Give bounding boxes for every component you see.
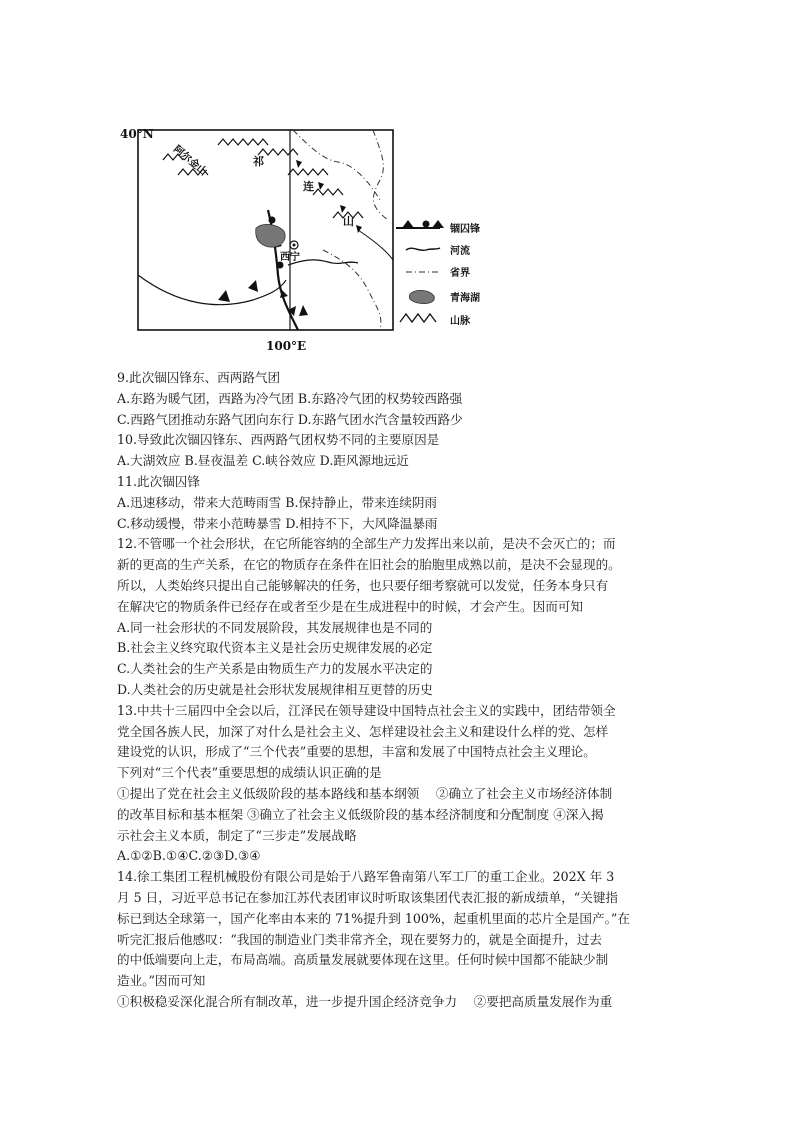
- text-line: C.移动缓慢，带来小范畴暴雪 D.相持不下，大风降温暴雨: [117, 515, 438, 531]
- text-line: 的改革目标和基本框架 ③确立了社会主义低级阶段的基本经济制度和分配制度 ④深入揭: [117, 806, 604, 822]
- text-line: C.人类社会的生产关系是由物质生产力的发展水平决定的: [117, 661, 433, 677]
- text-line: 在解决它的物质条件已经存在或者至少是在生成进程中的时候，才会产生。因而可知: [117, 598, 583, 614]
- text-line: 10.导致此次锢囚锋东、西两路气团权势不同的主要原因是: [117, 432, 440, 448]
- qinghai-lake: [256, 224, 285, 247]
- text-line: 党全国各族人民，加深了对什么是社会主义、怎样建设社会主义和建设什么样的党、怎样: [117, 723, 609, 739]
- lat-label: 40°N: [120, 127, 154, 141]
- city-label-xining: 西宁: [280, 252, 300, 263]
- province-boundary-2: [373, 130, 388, 220]
- text-line: D.人类社会的历史就是社会形状发展规律相互更替的历史: [117, 681, 433, 697]
- text-line: 所以，人类始终只提出自己能够解决的任务，也只要仔细考察就可以发觉，任务本身只有: [117, 577, 609, 593]
- legend-label-front: 锢囚锋: [450, 224, 480, 235]
- text-line: 14.徐工集团工程机械股份有限公司是始于八路军鲁南第八军工厂的重工企业。202X 年 3: [117, 869, 615, 885]
- legend-label-river: 河流: [450, 246, 470, 257]
- text-line: 示社会主义本质，制定了“三步走”发展战略: [117, 827, 357, 843]
- legend-label-boundary: 省界: [450, 268, 470, 279]
- text-line: 新的更高的生产关系，在它的物质存在条件在旧社会的胎胞里成熟以前，是决不会显现的。: [117, 557, 621, 573]
- text-line: 12.不管哪一个社会形状，在它所能容纳的全部生产力发挥出来以前，是决不会灭亡的；而: [117, 536, 616, 552]
- text-line: A.东路为暖气团，西路为冷气团 B.东路冷气团的权势较西路强: [117, 390, 463, 406]
- mountain-label-lian: 连: [303, 180, 314, 193]
- text-line: A.大湖效应 B.昼夜温差 C.峡谷效应 D.距风源地远近: [117, 453, 409, 469]
- text-line: 标已到达全球第一，国产化率由本来的 71%提升到 100%，起重机里面的芯片全是国产。”在: [117, 910, 630, 926]
- text-line: C.西路气团推动东路气团向东行 D.东路气团水汽含量较西路少: [117, 411, 463, 427]
- map-figure: [118, 100, 518, 355]
- map-legend: [396, 220, 480, 327]
- text-line: A.同一社会形状的不同发展阶段，其发展规律也是不同的: [117, 619, 433, 635]
- mountain-label-altun: 阿尔金山: [171, 143, 209, 179]
- text-line: 造业。”因而可知: [117, 973, 206, 989]
- lon-label: 100°E: [266, 339, 307, 353]
- text-line: 11.此次锢囚锋: [117, 473, 200, 489]
- text-line: 的中低端要向上走，布局高端。高质量发展就要体现在这里。任何时候中国都不能缺少制: [117, 952, 609, 968]
- river-2: [138, 275, 286, 305]
- text-line: B.社会主义终究取代资本主义是社会历史规律发展的必定: [117, 640, 433, 656]
- text-line: A.迅速移动，带来大范畴雨雪 B.保持静止，带来连续阴雨: [117, 494, 438, 510]
- mountain-label-qi: 祁: [253, 155, 264, 168]
- legend-label-lake: 青海湖: [450, 293, 480, 304]
- text-line: 9.此次锢囚锋东、西两路气团: [117, 370, 281, 385]
- text-line: 建设党的认识，形成了“三个代表”重要的思想，丰富和发展了中国特点社会主义理论。: [117, 744, 596, 760]
- text-line: ①提出了党在社会主义低级阶段的基本路线和基本纲领 ②确立了社会主义市场经济体制: [117, 785, 613, 801]
- text-line: 听完汇报后他感叹：“我国的制造业门类非常齐全，现在要努力的，就是全面提升，过去: [117, 931, 603, 947]
- qilian-mountains: [163, 139, 363, 218]
- mountain-label-shan: 山: [343, 215, 354, 228]
- map-svg: [118, 100, 518, 355]
- text-line: 下列对“三个代表”重要思想的成绩认识正确的是: [117, 765, 382, 781]
- text-line: A.①②B.①④C.②③D.③④: [117, 848, 261, 864]
- text-line: ①积极稳妥深化混合所有制改革，进一步提升国企经济竞争力 ②要把高质量发展作为重: [117, 993, 613, 1009]
- text-line: 13.中共十三届四中全会以后，江泽民在领导建设中国特点社会主义的实践中，团结带领全: [117, 702, 616, 718]
- question-text: [117, 368, 682, 1013]
- river-3: [358, 230, 393, 260]
- text-line: 月 5 日，习近平总书记在参加江苏代表团审议时听取该集团代表汇报的新成绩单，“关键指: [117, 889, 619, 905]
- legend-label-mountain: 山脉: [450, 316, 470, 327]
